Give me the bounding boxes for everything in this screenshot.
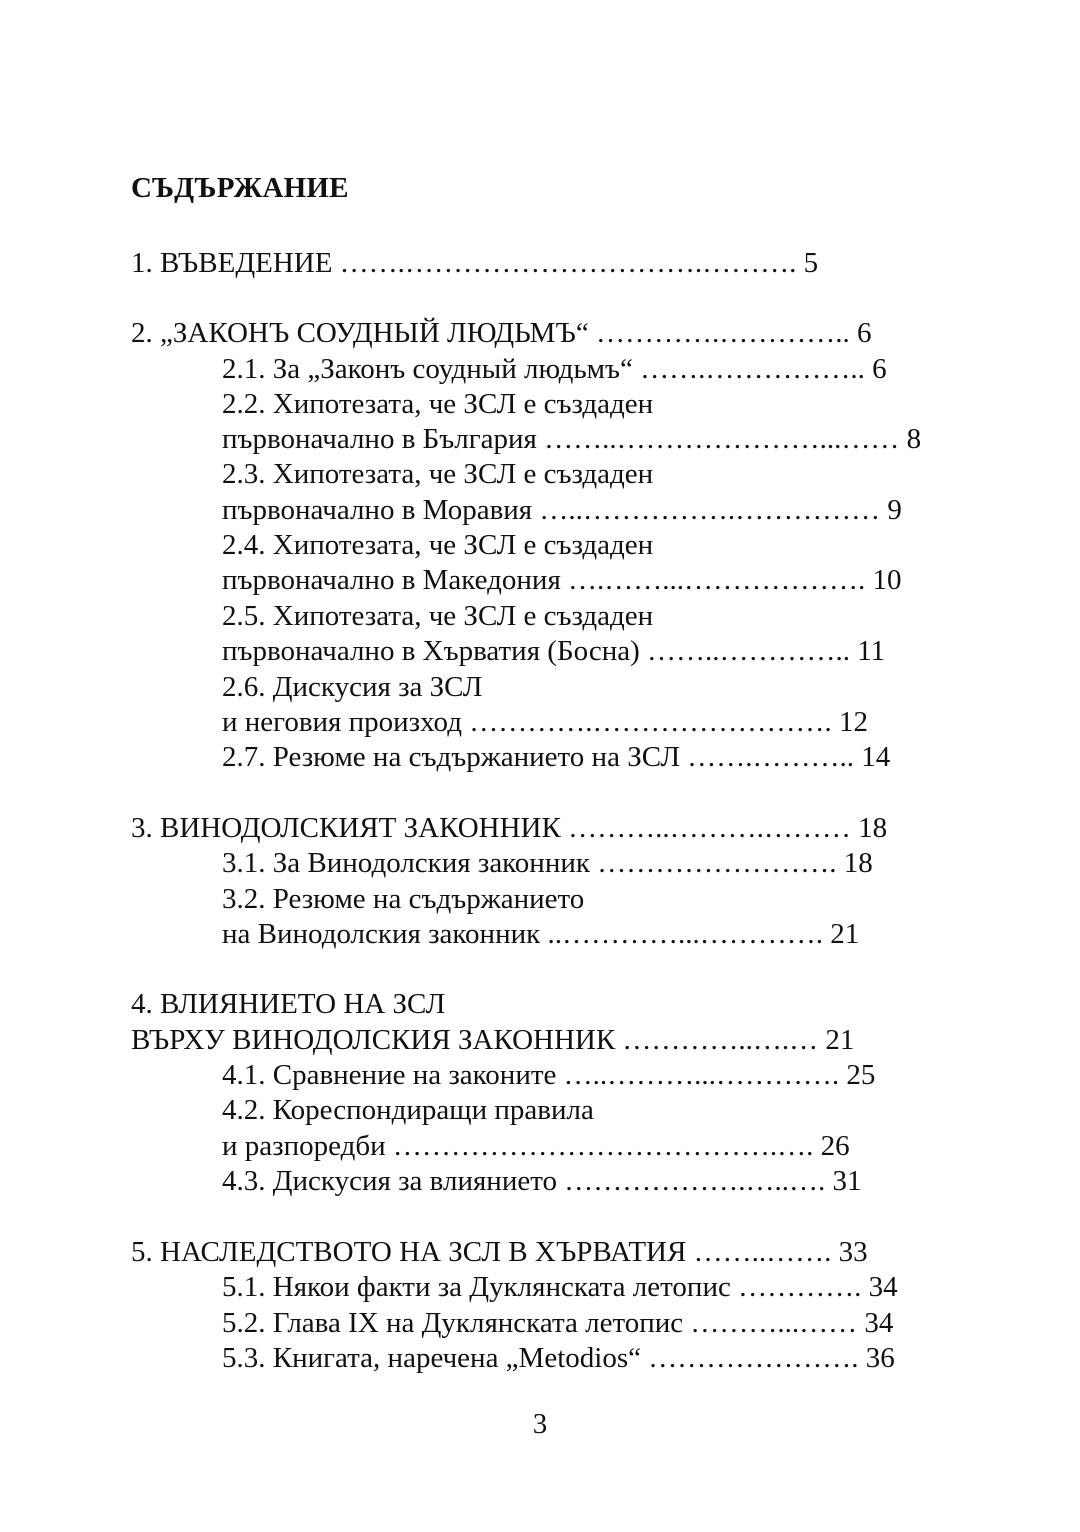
toc-entry-2-3-line-1: 2.3. Хипотезата, че ЗСЛ е създаден [222, 458, 654, 490]
toc-entry-2-2-line-1: 2.2. Хипотезата, че ЗСЛ е създаден [222, 388, 654, 420]
toc-entry-5-3: 5.3. Книгата, наречена „Metodios“ …………………. 36 [222, 1342, 895, 1374]
toc-entry-2-7: 2.7. Резюме на съдържанието на ЗСЛ …….……….. 14 [222, 741, 891, 773]
toc-entry-5-2: 5.2. Глава IX на Дуклянската летопис ………...…… 34 [222, 1307, 894, 1339]
toc-title: СЪДЪРЖАНИЕ [131, 172, 349, 204]
toc-entry-2-5-line-2: първоначално в Хърватия (Босна) ……..………….. 11 [222, 635, 886, 667]
toc-entry-2-4-line-1: 2.4. Хипотезата, че ЗСЛ е създаден [222, 529, 654, 561]
toc-entry-chapter-4-line-2: ВЪРХУ ВИНОДОЛСКИЯ ЗАКОННИК …………..….… 21 [131, 1024, 855, 1056]
toc-entry-2-2-line-2: първоначално в България ……..…………………...…… 8 [222, 423, 922, 455]
toc-entry-2-3-line-2: първоначално в Моравия …..…………….…………… 9 [222, 494, 902, 526]
toc-entry-chapter-4-line-1: 4. ВЛИЯНИЕТО НА ЗСЛ [131, 988, 446, 1020]
toc-entry-2-1: 2.1. За „Законъ соудный людьмъ“ …….…………….. 6 [222, 353, 887, 385]
toc-entry-chapter-3: 3. ВИНОДОЛСКИЯТ ЗАКОННИК ………..……….……… 18 [131, 812, 888, 844]
toc-entry-chapter-5: 5. НАСЛЕДСТВОТО НА ЗСЛ В ХЪРВАТИЯ ……..……. 33 [131, 1236, 868, 1268]
toc-entry-4-1: 4.1. Сравнение на законите …..………...…………. 25 [222, 1059, 876, 1091]
toc-entry-5-1: 5.1. Някои факти за Дуклянската летопис …………. 34 [222, 1271, 898, 1303]
toc-entry-2-6-line-2: и неговия произход ………….……………………. 12 [222, 706, 868, 738]
page-number: 3 [532, 1408, 548, 1440]
toc-entry-4-2-line-1: 4.2. Кореспондиращи правила [222, 1094, 594, 1126]
toc-entry-3-2-line-1: 3.2. Резюме на съдържанието [222, 883, 585, 915]
toc-entry-4-3: 4.3. Дискусия за влиянието ……………….…..…. 31 [222, 1165, 862, 1197]
toc-entry-4-2-line-2: и разпоредби ………………………………….…. 26 [222, 1130, 850, 1162]
toc-entry-2-4-line-2: първоначално в Македония ….……...………………. 10 [222, 564, 902, 596]
toc-entry-3-1: 3.1. За Винодолския законник ……………………. 18 [222, 847, 873, 879]
toc-entry-2-6-line-1: 2.6. Дискусия за ЗСЛ [222, 671, 483, 703]
toc-entry-chapter-2: 2. „ЗАКОНЪ СОУДНЫЙ ЛЮДЬМЪ“ ………….………….. 6 [131, 317, 872, 349]
toc-entry-2-5-line-1: 2.5. Хипотезата, че ЗСЛ е създаден [222, 600, 654, 632]
toc-entry-3-2-line-2: на Винодолския законник ..…………...…………. 21 [222, 918, 860, 950]
toc-entry-introduction: 1. ВЪВЕДЕНИЕ …….………………………….………. 5 [131, 247, 819, 279]
